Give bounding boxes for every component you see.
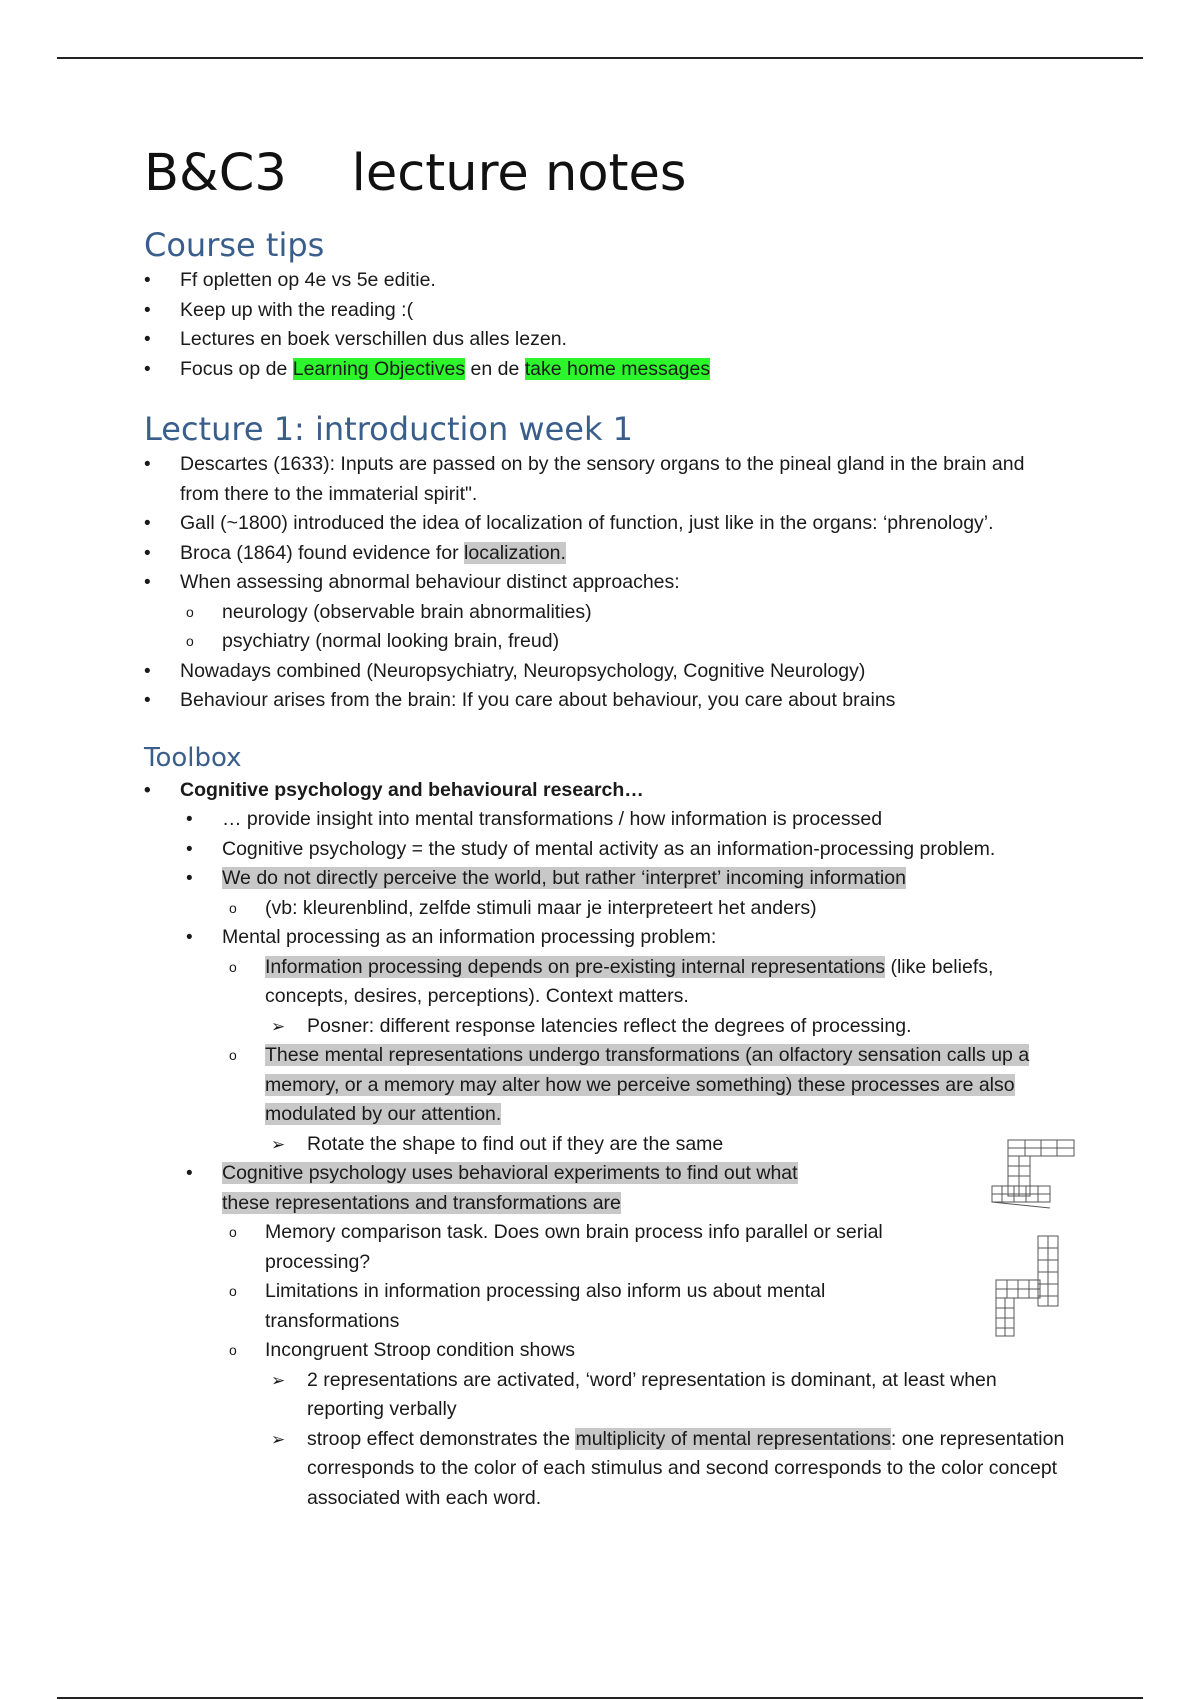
list-item-text: Rotate the shape to find out if they are the same [307,1132,724,1155]
heading-lecture-1: Lecture 1: introduction week 1 [144,410,634,448]
list-item-text: Incongruent Stroop condition shows [265,1339,576,1361]
list-item-text: psychiatry (normal looking brain, freud) [222,630,560,652]
bullet-icon: • [144,270,151,291]
arrow-bullet-icon: ➢ [271,1370,286,1390]
list-item-text: Lectures en boek verschillen dus alles lezen. [180,328,567,350]
list-item [144,686,1064,716]
list-item-text: When assessing abnormal behaviour distinct approaches: [180,571,680,593]
heading-course-tips: Course tips [144,226,325,264]
list-item [144,953,1064,1012]
bullet-icon: • [144,542,151,564]
bullet-icon: • [144,358,151,380]
list-item [144,1336,1064,1366]
list-item [144,1218,885,1277]
list-item-text: Behaviour arises from the brain: If you care about behaviour, you care about brains [180,689,896,711]
list-item [144,509,1064,539]
circle-bullet-icon: o [229,1342,237,1358]
bullet-icon: • [144,572,151,593]
arrow-bullet-icon: ➢ [271,1429,286,1449]
arrow-bullet-icon: ➢ [271,1016,286,1036]
bullet-icon: • [144,779,151,801]
list-item [144,296,1064,326]
list-item-text: : one representation corresponds to the color of each stimulus and second corresponds to the color concept associated with each word. [307,1427,1065,1509]
bullet-icon: • [144,660,151,682]
focus-prefix: Focus op de [180,357,293,380]
list-item-text: neurology (observable brain abnormalities) [222,600,592,623]
list-item-text: Limitations in information processing also inform us about mental transformations [265,1280,826,1332]
bullet-icon: • [186,868,193,889]
spacer [144,384,1064,408]
list-item [144,657,1064,687]
bullet-icon: • [186,809,193,830]
list-item [144,1130,1064,1160]
toolbox-list [144,776,1064,1514]
bullet-icon: • [144,329,151,350]
highlight-transformations: These mental representations undergo transformations (an olfactory sensation calls up a memory, or a memory may alter how we perceive something) these processes are also modulated by our attention. [265,1044,1030,1125]
list-item [144,1041,1065,1130]
list-item-text: Cognitive psychology = the study of mental activity as an information-processing problem. [222,837,996,860]
circle-bullet-icon: o [229,1224,237,1240]
bullet-icon: • [186,838,193,860]
bullet-icon: • [186,1163,193,1184]
list-item-text: Memory comparison task. Does own brain process info parallel or serial processing? [265,1221,883,1273]
list-item-text: Keep up with the reading :( [180,298,414,321]
list-item [144,568,1064,598]
mental-rotation-shape-1 [990,1138,1076,1210]
list-item [144,864,1064,894]
list-item-text: (vb: kleurenblind, zelfde stimuli maar je interpreteert het anders) [265,896,817,919]
highlight-experiments: Cognitive psychology uses behavioral experiments to find out what these representations and transformations are [222,1162,798,1214]
footer-rule [57,1697,1143,1699]
lecture-1-list [144,450,1064,716]
list-item-text: 2 representations are activated, ‘word’ representation is dominant, at least when reporting verbally [307,1368,997,1420]
focus-middle: en de [465,357,525,380]
highlight-take-home-messages: take home messages [524,357,711,380]
circle-bullet-icon: o [229,1283,237,1299]
list-item-text: Mental processing as an information processing problem: [222,926,717,948]
list-item-text: Cognitive psychology and behavioural research… [180,778,644,801]
list-item [144,1425,1067,1514]
list-item [144,1366,1067,1425]
list-item [144,627,1064,657]
bullet-icon: • [144,454,151,475]
circle-bullet-icon: o [229,1047,237,1063]
list-item [144,1159,822,1218]
list-item [144,805,1064,835]
list-item [144,923,1064,953]
list-item [144,539,1064,569]
highlight-info-processing: Information processing depends on pre-existing internal representations [265,955,886,978]
highlight-localization: localization. [464,541,566,564]
list-item [144,835,1064,865]
list-item-text: stroop effect demonstrates the [307,1427,576,1450]
spacer [144,716,1064,740]
circle-bullet-icon: o [229,899,237,916]
list-item [144,450,1064,509]
course-tips-list [144,266,1064,384]
circle-bullet-icon: o [186,603,194,620]
circle-bullet-icon: o [229,958,237,975]
arrow-bullet-icon: ➢ [271,1134,286,1154]
bullet-icon: • [186,927,193,948]
list-item-text: … provide insight into mental transformations / how information is processed [222,808,883,830]
heading-toolbox: Toolbox [144,742,242,773]
list-item [144,325,1064,355]
highlight-perceive: We do not directly perceive the world, but rather ‘interpret’ incoming information [222,867,906,889]
list-item [144,1277,885,1336]
list-item-text: Descartes (1633): Inputs are passed on by the sensory organs to the pineal gland in the brain and from there to the immaterial spirit". [180,453,1025,505]
mental-rotation-shape-2 [990,1234,1062,1338]
list-item-text: Broca (1864) found evidence for [180,541,465,564]
list-item [144,598,1064,628]
list-item-text: Gall (~1800) introduced the idea of localization of function, just like in the organs: ‘phrenology’. [180,512,994,534]
bullet-icon: • [144,299,151,321]
list-item-text: Nowadays combined (Neuropsychiatry, Neuropsychology, Cognitive Neurology) [180,659,866,682]
circle-bullet-icon: o [186,633,194,649]
list-item [144,1012,1064,1042]
bullet-icon: • [144,690,151,711]
list-item [144,355,1064,385]
document-title: B&C3 lecture notes [144,144,687,203]
list-item-text: Ff opletten op 4e vs 5e editie. [180,269,436,291]
document-body [144,140,1064,1513]
spacer [144,208,1064,224]
highlight-multiplicity: multiplicity of mental representations [575,1427,891,1450]
bullet-icon: • [144,513,151,534]
header-rule [57,57,1143,59]
list-item-text: (like beliefs, concepts, desires, perceptions). Context matters. [265,955,994,1007]
list-item [144,776,1064,806]
list-item [144,266,1064,296]
highlight-learning-objectives: Learning Objectives [292,357,466,380]
list-item-text: Posner: different response latencies reflect the degrees of processing. [307,1014,912,1037]
list-item [144,894,1064,924]
